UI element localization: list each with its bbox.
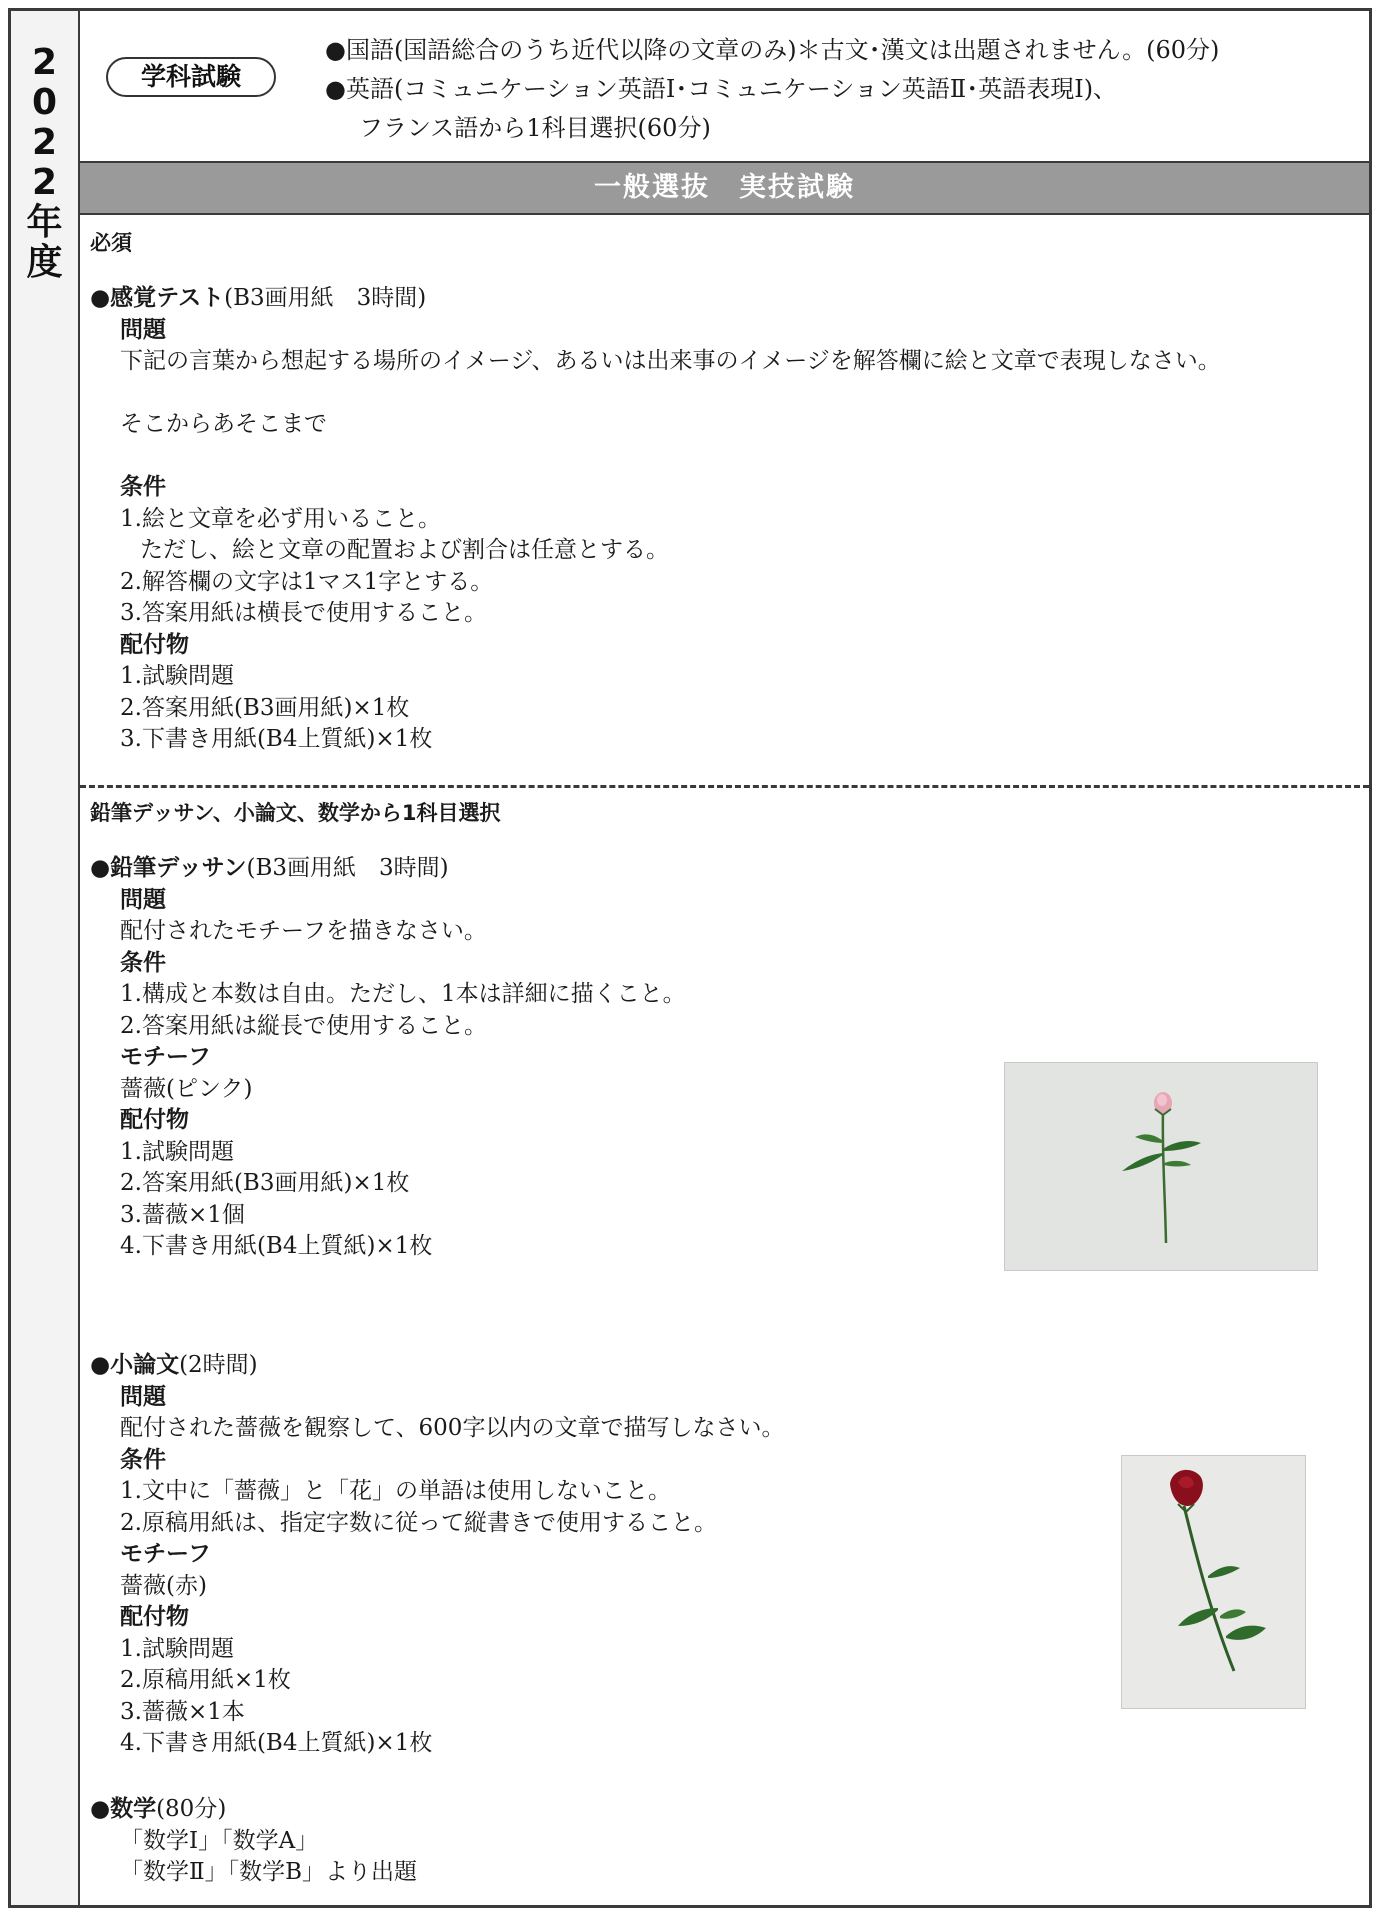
drawing-note: (B3画用紙 3時間) [246, 855, 449, 881]
motif-text: 薔薇(赤) [120, 1572, 207, 1599]
year-column [11, 11, 80, 1905]
problem-heading: 問題 [120, 886, 166, 913]
problem-text: 下記の言葉から想起する場所のイメージ、あるいは出来事のイメージを解答欄に絵と文章で表現しなさい。 [120, 348, 1221, 374]
math-subject-line: 「数学Ⅱ」「数学B」より出題 [120, 1859, 418, 1885]
distribution-item: 1.試験問題 [120, 1635, 234, 1662]
condition-item: 1.絵と文章を必ず用いること。 [120, 505, 441, 532]
year-char: 度 [26, 242, 63, 283]
japanese-subject-line: ●国語(国語総合のうち近代以降の文章のみ)＊古文･漢文は出題されません。(60分) [325, 36, 1220, 64]
motif-heading: モチーフ [120, 1044, 211, 1070]
essay-note: (2時間) [179, 1352, 258, 1378]
academic-exam-section [80, 11, 1369, 163]
math-title: ●数学 [90, 1796, 157, 1822]
distribution-heading: 配付物 [120, 1107, 189, 1133]
distribution-item: 3.薔薇×1本 [120, 1698, 245, 1725]
distribution-item: 2.原稿用紙×1枚 [120, 1667, 291, 1693]
section-divider [80, 785, 1369, 788]
distribution-item: 2.答案用紙(B3画用紙)×1枚 [120, 1170, 410, 1196]
pink-rose-photo [1004, 1062, 1318, 1271]
conditions-heading: 条件 [120, 474, 166, 500]
distribution-item: 1.試験問題 [120, 1138, 234, 1165]
year-label [11, 43, 78, 283]
main-content [80, 11, 1369, 1905]
problem-heading: 問題 [120, 1383, 166, 1410]
required-label: 必須 [90, 231, 132, 255]
condition-item: ただし、絵と文章の配置および割合は任意とする。 [140, 537, 669, 563]
year-char: 2 [31, 162, 58, 203]
condition-item: 3.答案用紙は横長で使用すること。 [120, 600, 487, 626]
problem-text: 配付されたモチーフを描きなさい。 [120, 918, 487, 944]
condition-item: 2.答案用紙は縦長で使用すること。 [120, 1012, 487, 1039]
practical-exam-title: 一般選抜 実技試験 [80, 163, 1369, 215]
distribution-item: 4.下書き用紙(B4上質紙)×1枚 [120, 1233, 433, 1259]
distribution-heading: 配付物 [120, 631, 189, 658]
condition-item: 1.構成と本数は自由。ただし、1本は詳細に描くこと。 [120, 981, 686, 1007]
theme-phrase: そこからあそこまで [120, 411, 327, 437]
math-block [90, 1794, 417, 1889]
year-char: 0 [31, 82, 58, 123]
condition-item: 2.解答欄の文字は1マス1字とする。 [120, 568, 494, 595]
academic-exam-details [325, 31, 1219, 148]
sense-test-note: (B3画用紙 3時間) [224, 285, 427, 311]
french-subject-line: フランス語から1科目選択(60分) [359, 114, 711, 142]
condition-item: 2.原稿用紙は、指定字数に従って縦書きで使用すること。 [120, 1509, 717, 1536]
red-rose-illustration [1122, 1456, 1305, 1708]
motif-heading: モチーフ [120, 1541, 211, 1567]
distribution-item: 1.試験問題 [120, 663, 234, 689]
sense-test-block [90, 283, 1221, 756]
drawing-block [90, 853, 686, 1263]
year-char: 2 [31, 42, 58, 83]
problem-heading: 問題 [120, 316, 166, 343]
distribution-item: 3.下書き用紙(B4上質紙)×1枚 [120, 726, 433, 752]
pink-rose-illustration [1005, 1063, 1317, 1270]
math-note: (80分) [156, 1796, 227, 1822]
conditions-heading: 条件 [120, 1446, 166, 1473]
page-frame [8, 8, 1372, 1908]
math-subject-line: 「数学Ⅰ」「数学A」 [120, 1827, 319, 1854]
english-subject-line: ●英語(コミュニケーション英語Ⅰ･コミュニケーション英語Ⅱ･英語表現Ⅰ)、 [325, 75, 1118, 103]
conditions-heading: 条件 [120, 949, 166, 976]
distribution-heading: 配付物 [120, 1604, 189, 1630]
academic-exam-badge: 学科試験 [106, 57, 276, 97]
red-rose-photo [1121, 1455, 1306, 1709]
condition-item: 1.文中に「薔薇」と「花」の単語は使用しないこと。 [120, 1478, 671, 1504]
essay-title: ●小論文 [90, 1352, 180, 1378]
sense-test-title: ●感覚テスト [90, 285, 225, 311]
elective-label: 鉛筆デッサン、小論文、数学から1科目選択 [90, 801, 501, 825]
distribution-item: 2.答案用紙(B3画用紙)×1枚 [120, 694, 410, 721]
motif-text: 薔薇(ピンク) [120, 1075, 253, 1102]
distribution-item: 4.下書き用紙(B4上質紙)×1枚 [120, 1730, 433, 1756]
distribution-item: 3.薔薇×1個 [120, 1201, 245, 1228]
drawing-title: ●鉛筆デッサン [90, 855, 247, 881]
problem-text: 配付された薔薇を観察して、600字以内の文章で描写しなさい。 [120, 1415, 785, 1441]
year-char: 年 [26, 202, 63, 243]
essay-block [90, 1350, 784, 1760]
year-char: 2 [31, 122, 58, 163]
